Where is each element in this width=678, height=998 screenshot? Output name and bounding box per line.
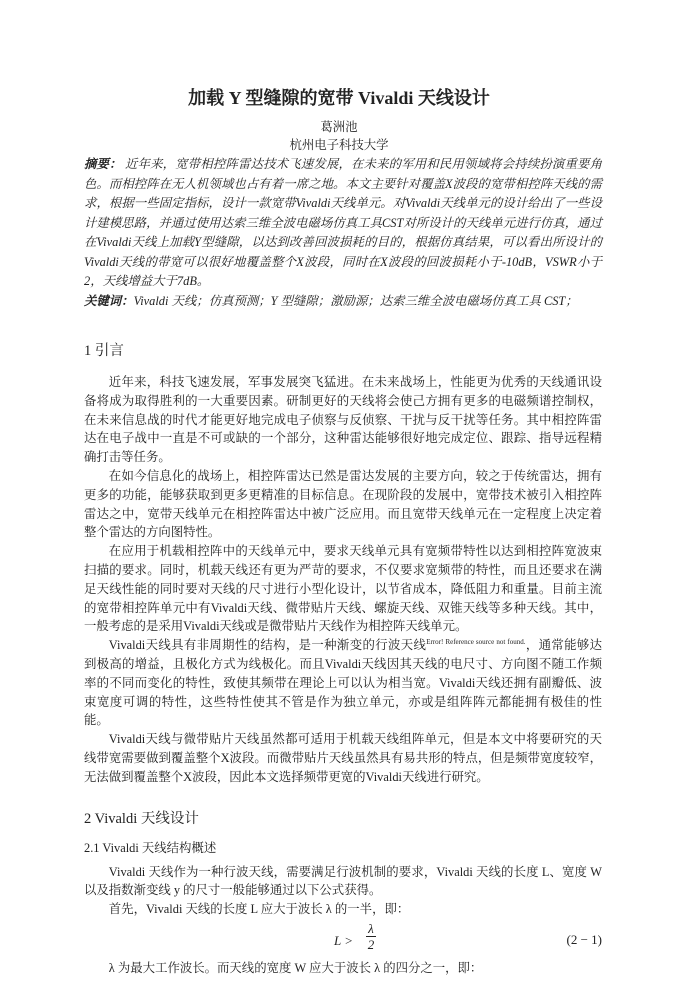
affiliation: 杭州电子科技大学 (289, 138, 389, 152)
denominator: 2 (367, 936, 375, 952)
equation-2-1 (84, 921, 602, 957)
paragraph: Vivaldi天线与微带贴片天线虽然都可适用于机载天线组阵单元，但是本文中将要研究的天线带宽需要做到覆盖整个X波段。而微带贴片天线虽然具有易共形的特点，但是频带宽度较窄，无法做到覆盖整个X波段，因此本文选择频带更宽的Vivaldi天线进行研究。 (84, 732, 602, 784)
keywords (84, 292, 602, 312)
paragraph-text: ，通常能够达到极高的增益，且极化方式为线极化。而且Vivaldi天线因其天线的电尺寸、方向图不随工作频率的不同而变化的特性，致使其频带在理论上可以认为相当宽。Vivaldi天线还拥有副瓣低、波束宽度可调的特性，这些特性使其不管是作为独立单元，亦或是组阵阵元都能拥有极佳的性能。 (84, 638, 603, 728)
abstract (84, 155, 602, 292)
paragraph: λ 为最大工作波长。而天线的宽度 W 应大于波长 λ 的四分之一，即： (108, 960, 483, 975)
paragraph: Vivaldi 天线作为一种行波天线，需要满足行波机制的要求，Vivaldi 天线的长度 L、宽度 W 以及指数渐变线 y 的尺寸一般能够通过以下公式获得。 (84, 864, 602, 898)
reference-error: Error! Reference source not found. (426, 638, 526, 647)
paragraph-text: Vivaldi天线具有非周期性的结构，是一种渐变的行波天线 (108, 638, 427, 653)
paragraph: 近年来，科技飞速发展，军事发展突飞猛进。在未来战场上，性能更为优秀的天线通讯设备将成为取得胜利的一大重要因素。研制更好的天线将会使己方拥有更多的电磁频谱控制权，在未来信息战的时代才能更好地完成电子侦察与反侦察、干扰与反干扰等任务。其中相控阵雷达在电子战中一直是不可或缺的一个部分，这种雷达能够很好地完成定位、跟踪、指导远程精确打击等任务。 (84, 375, 602, 465)
equation-number: (2 − 1) (566, 931, 602, 947)
keywords-text: Vivaldi 天线；仿真预测；Y 型缝隙；激励源；达索三维全波电磁场仿真工具 CST； (133, 293, 578, 308)
abstract-label: 摘要： (84, 157, 122, 171)
abstract-text: 近年来，宽带相控阵雷达技术飞速发展，在未来的军用和民用领域将会持续扮演重要角色。而相控阵在无人机领域也占有着一席之地。本文主要针对覆盖X波段的宽带相控阵天线的需求，根据一些固定指标，设计一款宽带Vivaldi天线单元。对Vivaldi天线单元的设计给出了一些设计建模思路，并通过使用达索三维全波电磁场仿真工具CST对所设计的天线单元进行仿真，通过在Vivaldi天线上加载Y型缝隙，以达到改善回波损耗的目的，根据仿真结果，可以看出所设计的Vivaldi天线的带宽可以很好地覆盖整个X波段，同时在X波段的回波损耗小于-10dB，VSWR小于2，天线增益大于7dB。 (84, 157, 603, 288)
section-1-heading: 1 引言 (84, 343, 124, 359)
paragraph: 在应用于机载相控阵中的天线单元中，要求天线单元具有宽频带特性以达到相控阵宽波束扫描的要求。同时，机载天线还有更为严苛的要求，不仅要求宽频带的特性，而且还要求在满足天线性能的同时要对天线的尺寸进行小型化设计，以节省成本，降低阻力和重量。目前主流的宽带相控阵单元中有Vivaldi天线、微带贴片天线、螺旋天线、双锥天线等多种天线。其中，一般考虑的是采用Vivaldi天线或是微带贴片天线作为相控阵天线单元。 (84, 544, 602, 634)
paragraph: 在如今信息化的战场上，相控阵雷达已然是雷达发展的主要方向，较之于传统雷达，拥有更多的功能，能够获取到更多更精准的目标信息。在现阶段的发展中，宽带技术被引入相控阵雷达之中，宽带天线单元在相控阵雷达中被广泛应用。而且宽带天线单元在一定程度上决定着整个雷达的方向图特性。 (84, 468, 602, 540)
fraction (366, 921, 376, 952)
section-2-heading: 2 Vivaldi 天线设计 (84, 810, 199, 827)
author: 葛洲池 (320, 120, 358, 134)
paper-title: 加载 Y 型缝隙的宽带 Vivaldi 天线设计 (188, 88, 490, 108)
numerator: λ (368, 920, 374, 936)
paragraph (84, 636, 602, 730)
keywords-label: 关键词： (84, 293, 134, 308)
paragraph: 首先，Vivaldi 天线的长度 L 应大于波长 λ 的一半，即： (108, 902, 410, 917)
equation-lhs: L > (334, 932, 354, 948)
subsection-2-1-heading: 2.1 Vivaldi 天线结构概述 (84, 840, 217, 855)
